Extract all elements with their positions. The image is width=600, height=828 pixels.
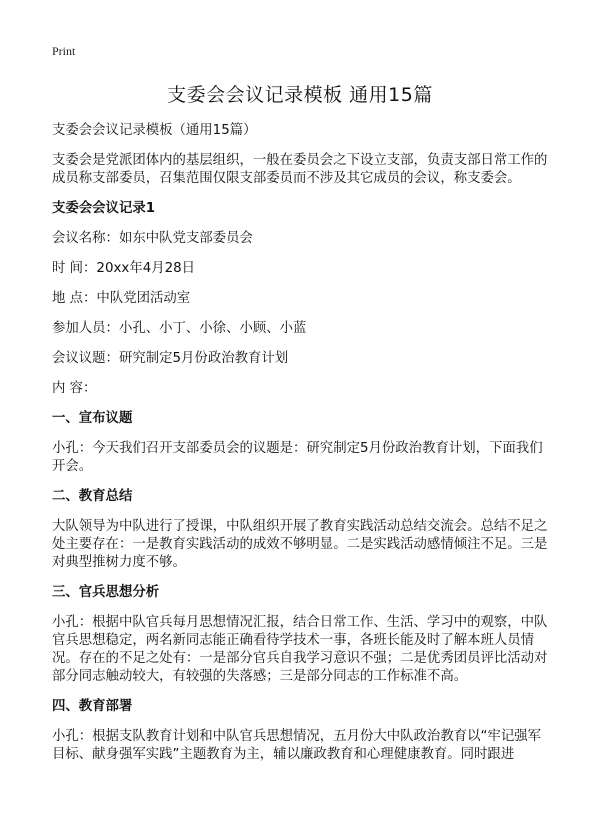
record-heading: 支委会会议记录1 [52, 201, 156, 216]
content-label: 内 容： [52, 381, 97, 396]
subtitle: 支委会会议记录模板（通用15篇） [52, 123, 257, 138]
intro-paragraph: 支委会是党派团体内的基层组织，一般在委员会之下设立支部，负责支部日常工作的成员称支部委员，召集范围仅限支部委员而不涉及其它成员的会议，称支委会。 [52, 153, 548, 186]
section-text: 小孔：今天我们召开支部委员会的议题是：研究制定5月份政治教育计划，下面我们开会。 [52, 441, 543, 474]
section-text: 小孔：根据支队教育计划和中队官兵思想情况，五月份大中队政治教育以“牢记强军目标、献身强军实践”主题教育为主，辅以廉政教育和心理健康教育。同时跟进 [52, 729, 541, 762]
section-text: 小孔：根据中队官兵每月思想情况汇报，结合日常工作、生活、学习中的观察，中队官兵思想稳定，两名新同志能正确看待学技术一事，各班长能及时了解本班人员情况。存在的不足之处有：一是部分官兵自我学习意识不强；二是优秀团员评比活动对部分同志触动较大，有较强的失落感；三是部分同志的工作标准不高。 [52, 615, 548, 684]
meeting-place: 地 点：中队党团活动室 [52, 291, 191, 306]
section-text: 大队领导为中队进行了授课，中队组织开展了教育实践活动总结交流会。总结不足之处主要存在：一是教育实践活动的成效不够明显。二是实践活动感情倾注不足。三是对典型推树力度不够。 [52, 519, 548, 570]
meeting-agenda: 会议议题：研究制定5月份政治教育计划 [52, 351, 289, 366]
document-body [52, 122, 552, 776]
print-label: Print [52, 44, 76, 58]
page-title: 支委会会议记录模板 通用15篇 [167, 84, 433, 106]
meeting-attendees: 参加人员：小孔、小丁、小徐、小顾、小蓝 [52, 321, 307, 336]
section-heading: 四、教育部署 [52, 699, 133, 714]
meeting-name: 会议名称：如东中队党支部委员会 [52, 231, 253, 246]
section-heading: 一、宣布议题 [52, 411, 133, 426]
section-heading: 三、官兵思想分析 [52, 585, 160, 600]
section-heading: 二、教育总结 [52, 489, 133, 504]
meeting-time: 时 间：20xx年4月28日 [52, 261, 196, 276]
